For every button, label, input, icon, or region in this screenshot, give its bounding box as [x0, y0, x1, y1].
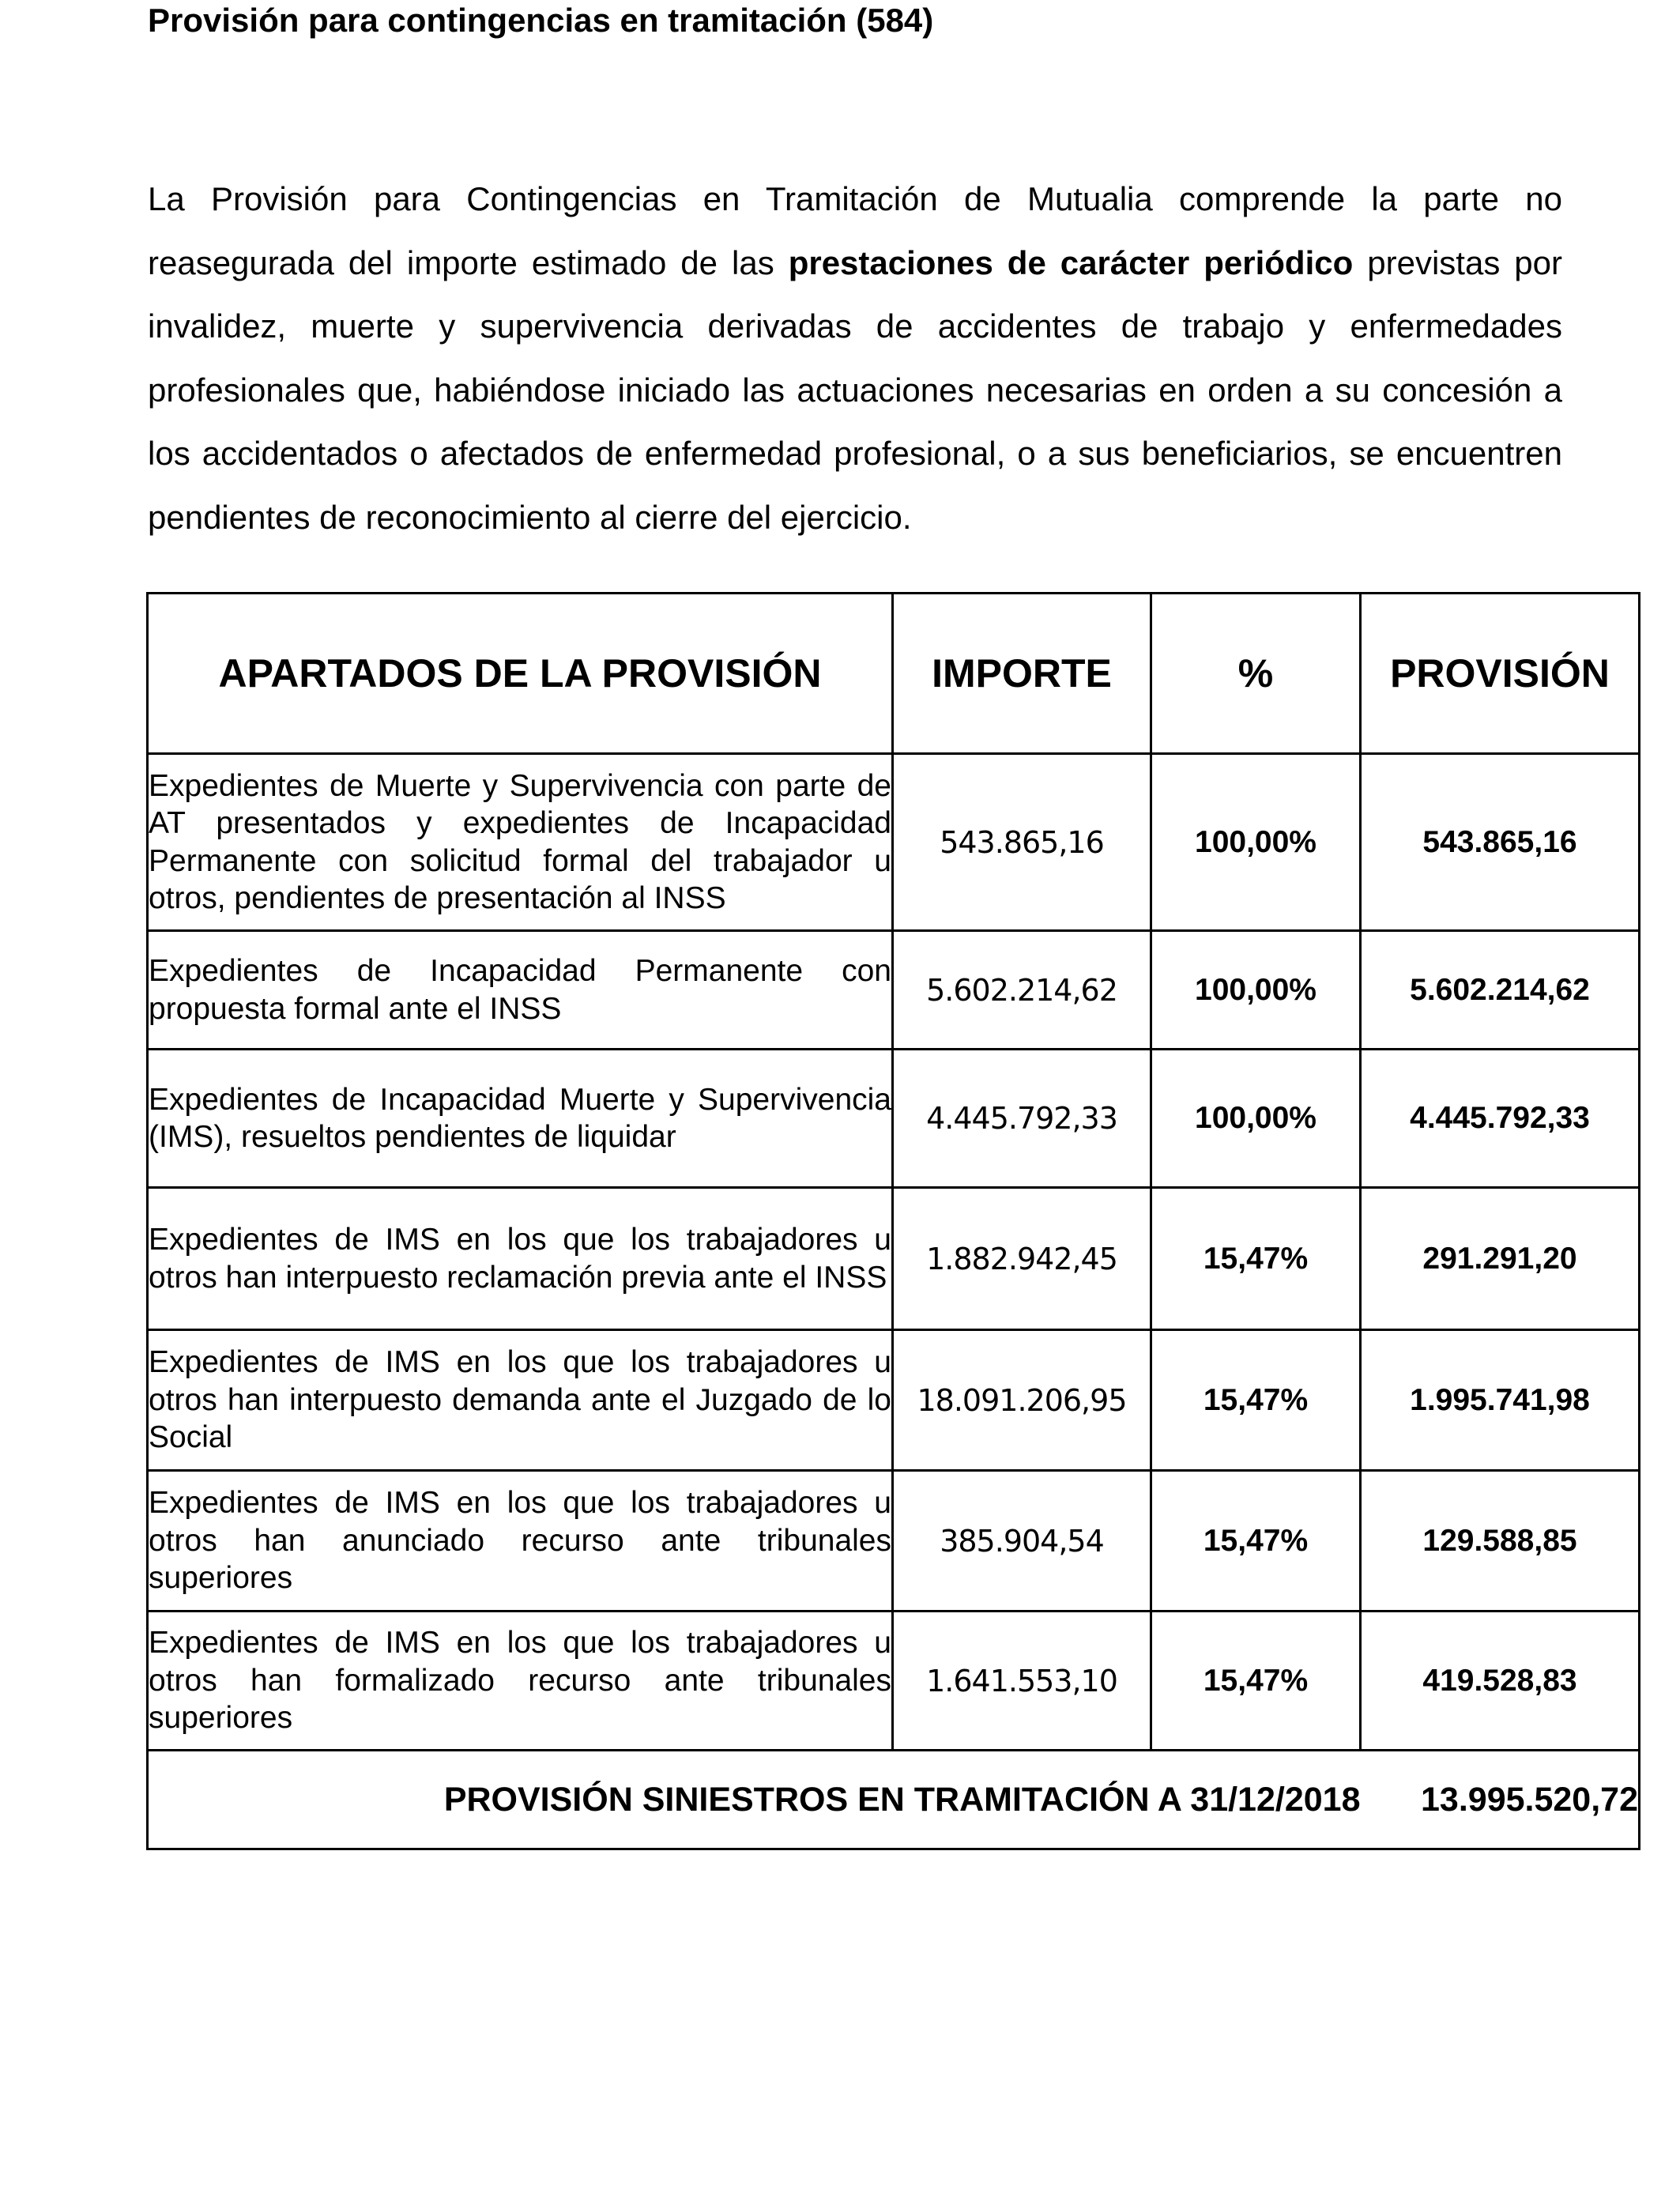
row-importe: 1.882.942,45	[893, 1188, 1151, 1330]
table-row	[148, 754, 1640, 931]
row-provision: 129.588,85	[1361, 1471, 1640, 1612]
intro-paragraph	[148, 168, 1562, 549]
row-provision: 5.602.214,62	[1361, 931, 1640, 1050]
row-description: Expedientes de IMS en los que los trabajadores u otros han anunciado recurso ante tribunales superiores	[148, 1471, 893, 1612]
intro-text-end: previstas por invalidez, muerte y supervivencia derivadas de accidentes de trabajo y enfermedades profesionales que, habiéndose iniciado las actuaciones necesarias en orden a su concesión a los accidentados o afectados de enfermedad profesional, o a sus beneficiarios, se encuentren pendientes de reconocimiento al cierre del ejercicio.	[148, 243, 1563, 536]
table-row	[148, 1330, 1640, 1471]
provision-table	[146, 592, 1640, 1850]
table-row	[148, 1050, 1640, 1188]
table-row	[148, 1612, 1640, 1751]
table-row	[148, 1188, 1640, 1330]
total-label: PROVISIÓN SINIESTROS EN TRAMITACIÓN A 31/12/2018	[148, 1751, 1361, 1849]
total-value: 13.995.520,72	[1361, 1751, 1640, 1849]
row-provision: 543.865,16	[1361, 754, 1640, 931]
intro-text-bold: prestaciones de carácter periódico	[788, 243, 1354, 281]
row-percent: 100,00%	[1151, 931, 1361, 1050]
page-title: Provisión para contingencias en tramitación (584)	[148, 2, 934, 39]
row-description: Expedientes de Muerte y Supervivencia con parte de AT presentados y expedientes de Incapacidad Permanente con solicitud formal del trabajador u otros, pendientes de presentación al INSS	[148, 754, 893, 931]
row-description: Expedientes de Incapacidad Permanente con propuesta formal ante el INSS	[148, 931, 893, 1050]
table-row	[148, 1471, 1640, 1612]
row-percent: 100,00%	[1151, 754, 1361, 931]
row-description: Expedientes de IMS en los que los trabajadores u otros han interpuesto reclamación previa ante el INSS	[148, 1188, 893, 1330]
row-provision: 291.291,20	[1361, 1188, 1640, 1330]
row-percent: 15,47%	[1151, 1612, 1361, 1751]
header-provision: PROVISIÓN	[1361, 594, 1640, 754]
row-importe: 4.445.792,33	[893, 1050, 1151, 1188]
row-description: Expedientes de IMS en los que los trabajadores u otros han interpuesto demanda ante el Juzgado de lo Social	[148, 1330, 893, 1471]
header-apartados: APARTADOS DE LA PROVISIÓN	[148, 594, 893, 754]
row-provision: 4.445.792,33	[1361, 1050, 1640, 1188]
row-importe: 1.641.553,10	[893, 1612, 1151, 1751]
row-percent: 100,00%	[1151, 1050, 1361, 1188]
row-provision: 419.528,83	[1361, 1612, 1640, 1751]
row-percent: 15,47%	[1151, 1330, 1361, 1471]
table-header-row	[148, 594, 1640, 754]
row-importe: 385.904,54	[893, 1471, 1151, 1612]
row-importe: 18.091.206,95	[893, 1330, 1151, 1471]
row-importe: 543.865,16	[893, 754, 1151, 931]
header-importe: IMPORTE	[893, 594, 1151, 754]
header-percent: %	[1151, 594, 1361, 754]
intro-text-start: La Provisión para Contingencias en Tramitación de Mutualia comprende la parte no reasegurada del importe estimado de las	[148, 180, 1562, 281]
table-row	[148, 931, 1640, 1050]
row-percent: 15,47%	[1151, 1188, 1361, 1330]
row-provision: 1.995.741,98	[1361, 1330, 1640, 1471]
row-description: Expedientes de IMS en los que los trabajadores u otros han formalizado recurso ante tribunales superiores	[148, 1612, 893, 1751]
total-row	[148, 1751, 1640, 1849]
row-percent: 15,47%	[1151, 1471, 1361, 1612]
row-description: Expedientes de Incapacidad Muerte y Supervivencia (IMS), resueltos pendientes de liquidar	[148, 1050, 893, 1188]
row-importe: 5.602.214,62	[893, 931, 1151, 1050]
